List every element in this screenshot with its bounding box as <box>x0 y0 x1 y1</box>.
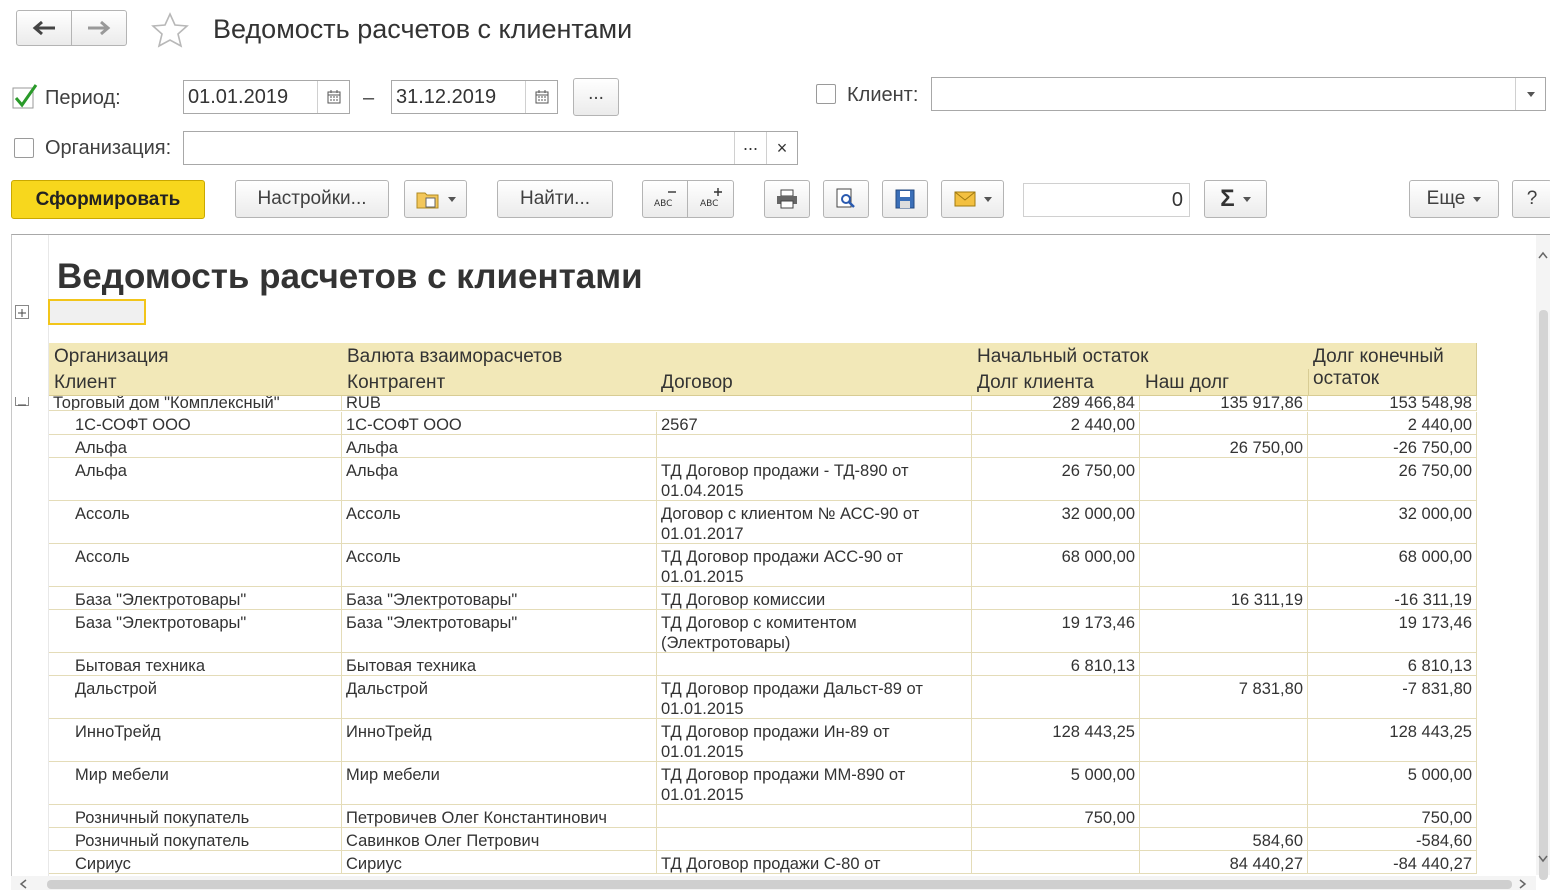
cell-client: Бытовая техника <box>49 653 342 675</box>
organization-checkbox[interactable] <box>14 138 34 158</box>
cell-client: Альфа <box>49 458 342 500</box>
cell-client: 1С-СОФТ ООО <box>49 412 342 434</box>
favorite-star-icon[interactable] <box>151 12 189 53</box>
table-row[interactable] <box>49 653 1477 676</box>
cell-counterparty: ИнноТрейд <box>342 719 657 761</box>
horizontal-scrollbar[interactable] <box>11 876 1536 890</box>
cell-contract: ТД Договор продажи - ТД-890 от 01.04.2015 <box>657 458 972 500</box>
cell-client-debt: 5 000,00 <box>972 762 1140 804</box>
arrow-right-icon <box>86 20 112 36</box>
cell-end: 26 750,00 <box>1308 458 1477 500</box>
cell-counterparty: Альфа <box>342 435 657 457</box>
cell-end: -7 831,80 <box>1308 676 1477 718</box>
cell-counterparty: Ассоль <box>342 501 657 543</box>
collapse-abc-icon <box>652 188 678 210</box>
client-label: Клиент: <box>847 84 919 106</box>
settings-label: Настройки... <box>257 188 367 209</box>
date-separator: – <box>363 87 375 109</box>
cell-client: Мир мебели <box>49 762 342 804</box>
help-label: ? <box>1526 188 1538 209</box>
group-row[interactable] <box>49 396 1477 411</box>
back-button[interactable] <box>16 10 72 46</box>
cell-counterparty: База "Электротовары" <box>342 610 657 652</box>
client-field[interactable] <box>931 77 1546 111</box>
cell-our-debt <box>1140 412 1308 434</box>
cell-end: 68 000,00 <box>1308 544 1477 586</box>
cell-counterparty: Савинков Олег Петрович <box>342 828 657 850</box>
organization-field[interactable] <box>183 131 798 165</box>
cell-client-debt: 26 750,00 <box>972 458 1140 500</box>
printer-icon <box>776 189 798 209</box>
cell-our-debt: 26 750,00 <box>1140 435 1308 457</box>
cell-contract: Договор с клиентом № АСС-90 от 01.01.2017 <box>657 501 972 543</box>
cell-counterparty: Альфа <box>342 458 657 500</box>
more-button[interactable] <box>1409 180 1499 218</box>
folder-icon <box>416 188 440 210</box>
cell-contract <box>657 805 972 827</box>
cell-counterparty: Дальстрой <box>342 676 657 718</box>
header-currency: Валюта взаиморасчетов <box>342 343 973 370</box>
header-client-debt: Долг клиента <box>972 369 1141 396</box>
date-to-field[interactable] <box>391 80 558 114</box>
cell-contract <box>657 435 972 457</box>
selected-cell[interactable] <box>48 299 146 325</box>
cell-client-debt <box>972 828 1140 850</box>
cell-counterparty: Петровичев Олег Константинович <box>342 805 657 827</box>
cell-client-debt: 128 443,25 <box>972 719 1140 761</box>
sum-mode-button[interactable] <box>1204 180 1267 218</box>
organization-label: Организация: <box>45 137 172 159</box>
collapse-group-icon[interactable] <box>15 397 29 406</box>
table-row[interactable] <box>49 587 1477 610</box>
cell-our-debt <box>1140 544 1308 586</box>
table-row[interactable] <box>49 805 1477 828</box>
cell-end: 2 440,00 <box>1308 412 1477 434</box>
send-email-button[interactable] <box>941 180 1004 218</box>
period-label: Период: <box>45 87 121 109</box>
cell-client-debt: 68 000,00 <box>972 544 1140 586</box>
cell-our-debt <box>1140 805 1308 827</box>
header-contract: Договор <box>656 369 973 396</box>
header-counterparty: Контрагент <box>342 369 657 396</box>
cell-client: Дальстрой <box>49 676 342 718</box>
cell-client: ИнноТрейд <box>49 719 342 761</box>
generate-button[interactable] <box>11 180 205 219</box>
collapse-groups-button[interactable] <box>642 180 688 218</box>
cell-contract: ТД Договор продажи АСС-90 от 01.01.2015 <box>657 544 972 586</box>
header-our-debt: Наш долг <box>1140 369 1309 396</box>
table-row[interactable] <box>49 435 1477 458</box>
cell-our-debt: 584,60 <box>1140 828 1308 850</box>
header-organization: Организация <box>49 343 343 370</box>
scroll-right-icon[interactable] <box>1519 879 1527 889</box>
cell-end: 5 000,00 <box>1308 762 1477 804</box>
cell-client: База "Электротовары" <box>49 587 342 609</box>
table-row[interactable] <box>49 501 1477 544</box>
cell-client-debt <box>972 435 1140 457</box>
header-start-balance: Начальный остаток <box>972 343 1309 370</box>
expand-group-icon[interactable] <box>15 305 29 319</box>
cell-client: Альфа <box>49 435 342 457</box>
sum-field[interactable] <box>1023 183 1190 217</box>
cell-end: 19 173,46 <box>1308 610 1477 652</box>
cell-contract: ТД Договор продажи С-80 от <box>657 851 972 873</box>
sum-value: 0 <box>1171 188 1183 211</box>
window-title: Ведомость расчетов с клиентами <box>213 14 633 44</box>
cell-our-debt <box>1140 458 1308 500</box>
cell-client-debt <box>972 676 1140 718</box>
table-row[interactable] <box>49 828 1477 851</box>
cell-our-debt <box>1140 501 1308 543</box>
more-label: Еще <box>1426 188 1466 209</box>
variant-dropdown-button[interactable] <box>404 180 467 218</box>
cell-counterparty: Ассоль <box>342 544 657 586</box>
svg-text:ABC: ABC <box>699 199 718 209</box>
cell-client: Ассоль <box>49 501 342 543</box>
group-org: Торговый дом "Комплексный" <box>49 396 342 411</box>
group-end: 153 548,98 <box>1308 396 1477 411</box>
cell-client-debt: 750,00 <box>972 805 1140 827</box>
print-button[interactable] <box>764 180 810 218</box>
scroll-up-icon[interactable] <box>1538 251 1548 259</box>
client-checkbox[interactable] <box>816 84 836 104</box>
cell-end: -84 440,27 <box>1308 851 1477 873</box>
cell-client: Ассоль <box>49 544 342 586</box>
cell-our-debt <box>1140 610 1308 652</box>
cell-our-debt <box>1140 719 1308 761</box>
cell-client-debt: 2 440,00 <box>972 412 1140 434</box>
cell-our-debt <box>1140 762 1308 804</box>
generate-label: Сформировать <box>35 188 181 210</box>
cell-client-debt <box>972 851 1140 873</box>
cell-contract <box>657 828 972 850</box>
cell-our-debt: 16 311,19 <box>1140 587 1308 609</box>
table-row[interactable] <box>49 458 1477 501</box>
header-end-debt: Долг конечный остаток <box>1308 343 1477 396</box>
cell-client: Розничный покупатель <box>49 805 342 827</box>
svg-text:ABC: ABC <box>654 199 673 209</box>
help-button[interactable] <box>1512 180 1550 218</box>
scroll-left-icon[interactable] <box>19 879 27 889</box>
cell-end: 128 443,25 <box>1308 719 1477 761</box>
dropdown-chevron-icon[interactable] <box>1515 78 1545 110</box>
print-preview-icon <box>835 188 857 210</box>
organization-clear-button[interactable]: × <box>766 132 797 164</box>
group-our-debt: 135 917,86 <box>1140 396 1308 411</box>
cell-contract: 2567 <box>657 412 972 434</box>
cell-end: 6 810,13 <box>1308 653 1477 675</box>
envelope-icon <box>954 191 976 207</box>
cell-counterparty: Сириус <box>342 851 657 873</box>
cell-contract: ТД Договор продажи ММ-890 от 01.01.2015 <box>657 762 972 804</box>
cell-our-debt: 7 831,80 <box>1140 676 1308 718</box>
cell-contract <box>657 653 972 675</box>
scroll-down-icon[interactable] <box>1538 855 1548 863</box>
cell-end: -26 750,00 <box>1308 435 1477 457</box>
date-to-value: 31.12.2019 <box>396 85 497 108</box>
settings-button[interactable] <box>235 180 389 218</box>
cell-contract: ТД Договор продажи Дальст-89 от 01.01.2015 <box>657 676 972 718</box>
expand-groups-button[interactable] <box>687 180 734 218</box>
organization-select-button[interactable]: ... <box>734 132 766 164</box>
period-checkbox[interactable] <box>12 84 36 108</box>
date-from-value: 01.01.2019 <box>188 85 289 108</box>
cell-contract: ТД Договор продажи Ин-89 от 01.01.2015 <box>657 719 972 761</box>
group-currency: RUB <box>342 396 972 411</box>
cell-contract: ТД Договор комиссии <box>657 587 972 609</box>
floppy-disk-icon <box>895 189 915 209</box>
table-row[interactable] <box>49 412 1477 435</box>
cell-end: 750,00 <box>1308 805 1477 827</box>
period-select-button[interactable] <box>573 78 619 116</box>
cell-contract: ТД Договор с комитентом (Электротовары) <box>657 610 972 652</box>
cell-counterparty: 1С-СОФТ ООО <box>342 412 657 434</box>
table-row[interactable] <box>49 719 1477 762</box>
save-button[interactable] <box>882 180 928 218</box>
vertical-scrollbar[interactable] <box>1536 235 1550 875</box>
vertical-scroll-thumb[interactable] <box>1539 310 1548 880</box>
header-client: Клиент <box>49 369 343 396</box>
cell-client: База "Электротовары" <box>49 610 342 652</box>
checkmark-icon <box>12 84 38 110</box>
cell-end: 32 000,00 <box>1308 501 1477 543</box>
find-label: Найти... <box>519 188 591 209</box>
table-row[interactable] <box>49 676 1477 719</box>
cell-end: -16 311,19 <box>1308 587 1477 609</box>
calendar-icon[interactable] <box>525 81 557 113</box>
period-select-label: ... <box>588 83 604 104</box>
date-from-field[interactable] <box>183 80 350 114</box>
forward-button[interactable] <box>71 10 127 46</box>
cell-counterparty: Мир мебели <box>342 762 657 804</box>
cell-counterparty: Бытовая техника <box>342 653 657 675</box>
cell-client-debt: 6 810,13 <box>972 653 1140 675</box>
group-client-debt: 289 466,84 <box>972 396 1140 411</box>
cell-our-debt <box>1140 653 1308 675</box>
arrow-left-icon <box>31 20 57 36</box>
table-row[interactable] <box>49 544 1477 587</box>
preview-button[interactable] <box>823 180 869 218</box>
table-row[interactable] <box>49 851 1477 874</box>
cell-client-debt: 19 173,46 <box>972 610 1140 652</box>
cell-counterparty: База "Электротовары" <box>342 587 657 609</box>
report-title: Ведомость расчетов с клиентами <box>57 257 643 296</box>
cell-end: -584,60 <box>1308 828 1477 850</box>
table-row[interactable] <box>49 610 1477 653</box>
find-button[interactable] <box>497 180 613 218</box>
cell-client-debt <box>972 587 1140 609</box>
cell-client-debt: 32 000,00 <box>972 501 1140 543</box>
horizontal-scroll-thumb[interactable] <box>47 880 1512 889</box>
expand-abc-icon <box>698 188 724 210</box>
sigma-icon: Σ <box>1220 185 1235 212</box>
cell-client: Розничный покупатель <box>49 828 342 850</box>
cell-client: Сириус <box>49 851 342 873</box>
table-row[interactable] <box>49 762 1477 805</box>
cell-our-debt: 84 440,27 <box>1140 851 1308 873</box>
calendar-icon[interactable] <box>317 81 349 113</box>
